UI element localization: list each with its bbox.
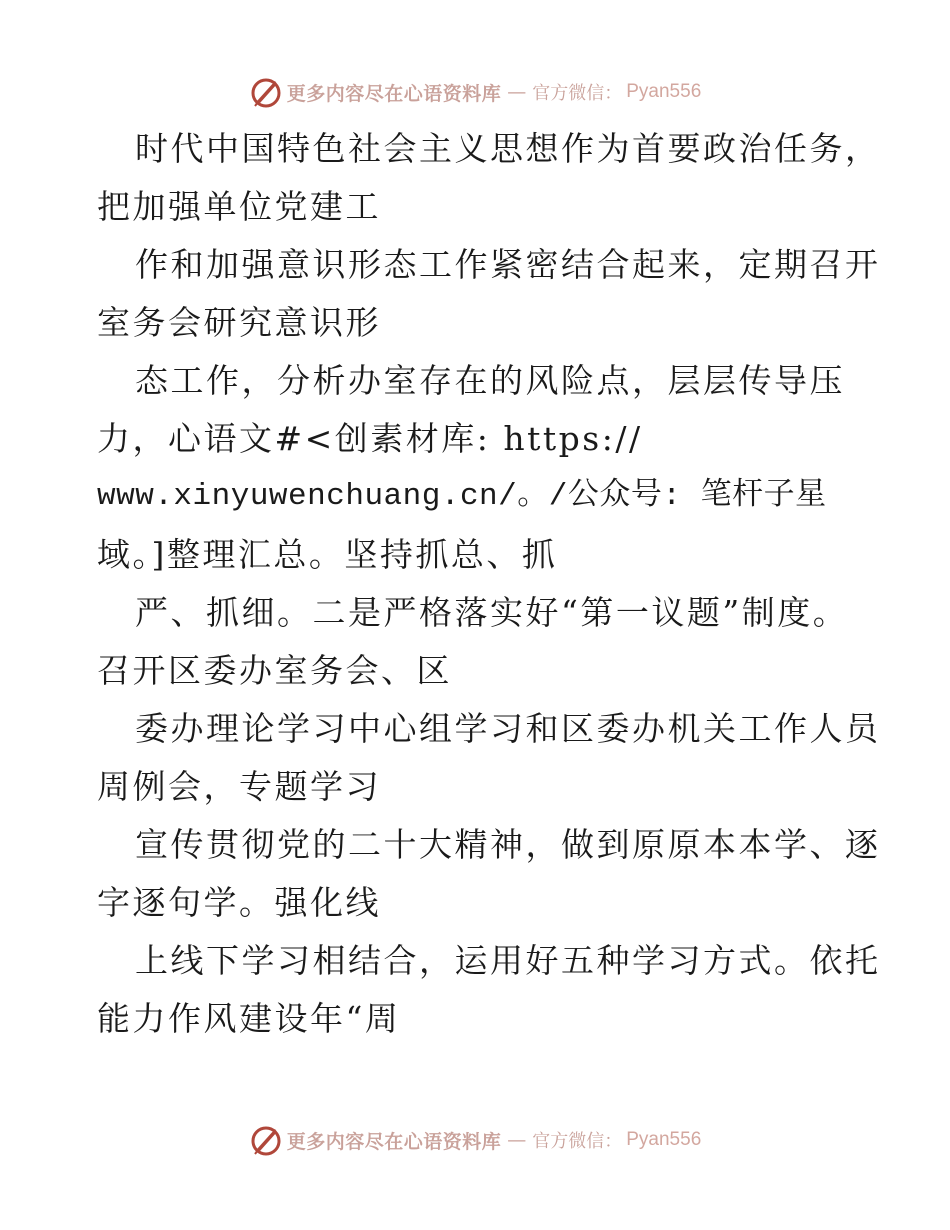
text-line: 域。]整理汇总。坚持抓总、抓 — [97, 535, 558, 574]
footer-banner-text: 更多内容尽在心语资料库 — [286, 1130, 502, 1153]
text-line: 力，心语文#<创素材库: https:// — [97, 419, 643, 458]
text-line: 室务会研究意识形 — [97, 303, 381, 342]
header-banner-content — [249, 75, 702, 109]
text-line: 时代中国特色社会主义思想作为首要政治任务， — [135, 129, 881, 168]
footer-banner-separator: — — [507, 1129, 527, 1151]
text-line: 上线下学习相结合，运用好五种学习方式。依托 — [135, 941, 881, 980]
text-line: 作和加强意识形态工作紧密结合起来，定期召开 — [135, 245, 881, 284]
text-line: 字逐句学。强化线 — [97, 883, 381, 922]
text-line: 召开区委办室务会、区 — [97, 651, 452, 690]
header-banner — [0, 72, 950, 112]
header-wechat-id: Pyan556 — [626, 81, 702, 102]
text-line: 委办理论学习中心组学习和区委办机关工作人员 — [135, 709, 881, 748]
footer-wechat-id: Pyan556 — [626, 1129, 702, 1150]
quill-pen-circle-icon — [249, 75, 283, 109]
header-wechat-label: 官方微信： — [532, 83, 623, 104]
footer-banner — [0, 1120, 950, 1160]
footer-banner-content — [249, 1123, 702, 1157]
document-body — [97, 120, 881, 1048]
text-line: 宣传贯彻党的二十大精神，做到原原本本学、逐 — [135, 825, 881, 864]
quill-pen-circle-icon — [249, 1123, 283, 1157]
header-banner-text: 更多内容尽在心语资料库 — [286, 82, 502, 105]
text-line: 周例会，专题学习 — [97, 767, 381, 806]
text-line: 能力作风建设年“周 — [97, 999, 401, 1038]
text-line: 态工作，分析办室存在的风险点，层层传导压 — [135, 361, 845, 400]
header-banner-separator: — — [507, 81, 527, 103]
text-line: www.xinyuwenchuang.cn/。/公众号: 笔杆子星 — [97, 479, 827, 514]
text-line: 严、抓细。二是严格落实好“第一议题”制度。 — [135, 593, 849, 632]
text-line: 把加强单位党建工 — [97, 187, 381, 226]
footer-wechat-label: 官方微信： — [532, 1131, 623, 1152]
